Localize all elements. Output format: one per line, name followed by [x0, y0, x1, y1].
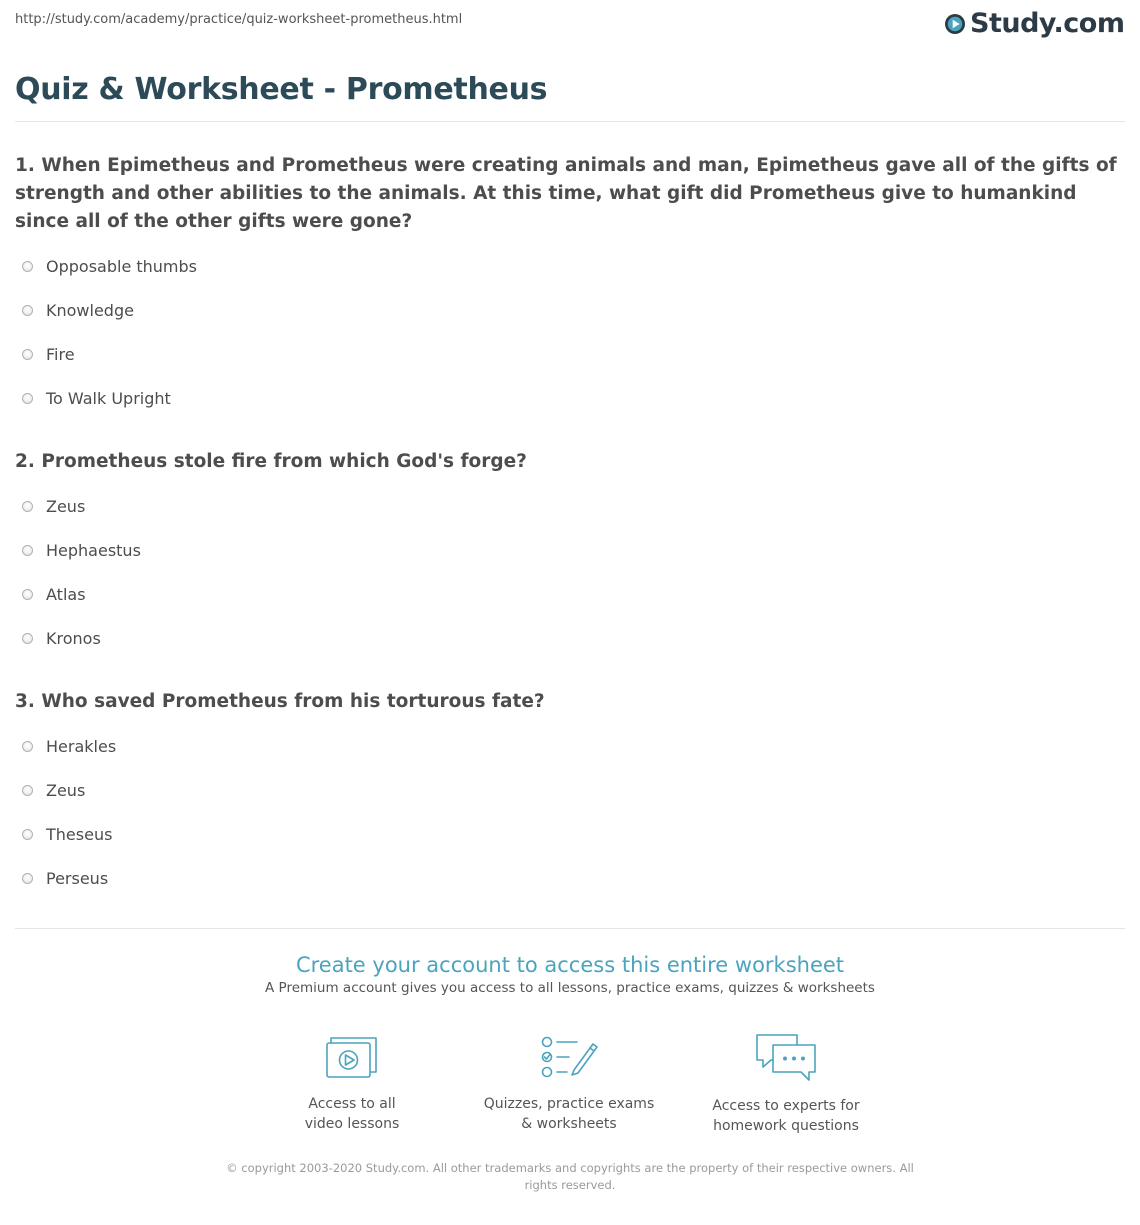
- header-divider: [15, 121, 1125, 122]
- answer-option[interactable]: [22, 626, 101, 650]
- video-lessons-icon: [324, 1032, 380, 1082]
- copyright-text: © copyright 2003-2020 Study.com. All other trademarks and copyrights are the property of their respective owners. All rights reserved.: [226, 1161, 914, 1192]
- radio-button[interactable]: [22, 261, 33, 272]
- radio-button[interactable]: [22, 633, 33, 644]
- radio-button[interactable]: [22, 829, 33, 840]
- feature-quizzes: [469, 1032, 669, 1134]
- feature-label: [686, 1096, 886, 1136]
- answer-label: Kronos: [46, 628, 101, 648]
- question-2: 2. Prometheus stole fire from which God's forge?: [15, 451, 527, 472]
- answer-label: Opposable thumbs: [46, 256, 197, 276]
- page-title: Quiz & Worksheet - Prometheus: [15, 72, 548, 107]
- radio-button[interactable]: [22, 589, 33, 600]
- radio-button[interactable]: [22, 305, 33, 316]
- study-com-logo[interactable]: [944, 8, 1124, 40]
- radio-button[interactable]: [22, 501, 33, 512]
- feature-video-lessons: [252, 1032, 452, 1134]
- feature-label-line1: Quizzes, practice exams: [483, 1096, 655, 1112]
- radio-button[interactable]: [22, 785, 33, 796]
- feature-experts: [686, 1032, 886, 1136]
- radio-button[interactable]: [22, 873, 33, 884]
- answer-label: Herakles: [46, 736, 117, 756]
- answer-label: Fire: [46, 344, 75, 364]
- answer-option[interactable]: [22, 254, 197, 278]
- answer-option[interactable]: [22, 386, 171, 410]
- feature-label-line1: Access to experts for: [712, 1098, 860, 1114]
- feature-label-line2: & worksheets: [521, 1116, 617, 1132]
- answer-label: Zeus: [46, 780, 86, 800]
- answer-label: Theseus: [46, 824, 113, 844]
- play-logo-icon: [944, 13, 966, 35]
- feature-label-line2: homework questions: [713, 1118, 859, 1134]
- answer-option[interactable]: [22, 298, 134, 322]
- answer-option[interactable]: [22, 822, 112, 846]
- answer-label: Hephaestus: [46, 540, 141, 560]
- logo-text: Study.com: [970, 8, 1125, 39]
- radio-button[interactable]: [22, 349, 33, 360]
- question-1: 1. When Epimetheus and Prometheus were creating animals and man, Epimetheus gave all of the gifts of strength and other abilities to the animals. At this time, what gift did Prometheus give to humankind since all of the other gifts were gone?: [15, 155, 1117, 232]
- answer-option[interactable]: [22, 778, 85, 802]
- answer-label: Atlas: [46, 584, 86, 604]
- feature-label: [469, 1094, 669, 1134]
- create-account-link[interactable]: Create your account to access this entire worksheet: [295, 953, 845, 977]
- answer-label: Perseus: [46, 868, 109, 888]
- answer-option[interactable]: [22, 538, 141, 562]
- answer-option[interactable]: [22, 582, 86, 606]
- answer-option[interactable]: [22, 494, 85, 518]
- content-divider: [15, 928, 1125, 929]
- page-url: http://study.com/academy/practice/quiz-worksheet-prometheus.html: [15, 12, 463, 27]
- answer-label: To Walk Upright: [46, 388, 171, 408]
- chat-bubbles-icon: [753, 1032, 819, 1084]
- premium-description: A Premium account gives you access to all lessons, practice exams, quizzes & worksheets: [265, 980, 875, 996]
- radio-button[interactable]: [22, 741, 33, 752]
- radio-button[interactable]: [22, 393, 33, 404]
- answer-option[interactable]: [22, 342, 75, 366]
- quiz-checklist-icon: [539, 1032, 599, 1082]
- answer-label: Knowledge: [46, 300, 134, 320]
- answer-option[interactable]: [22, 866, 108, 890]
- feature-label-line2: video lessons: [304, 1116, 400, 1132]
- answer-label: Zeus: [46, 496, 86, 516]
- radio-button[interactable]: [22, 545, 33, 556]
- feature-label: [252, 1094, 452, 1134]
- question-3: 3. Who saved Prometheus from his torturous fate?: [15, 691, 545, 712]
- feature-label-line1: Access to all: [308, 1096, 396, 1112]
- answer-option[interactable]: [22, 734, 116, 758]
